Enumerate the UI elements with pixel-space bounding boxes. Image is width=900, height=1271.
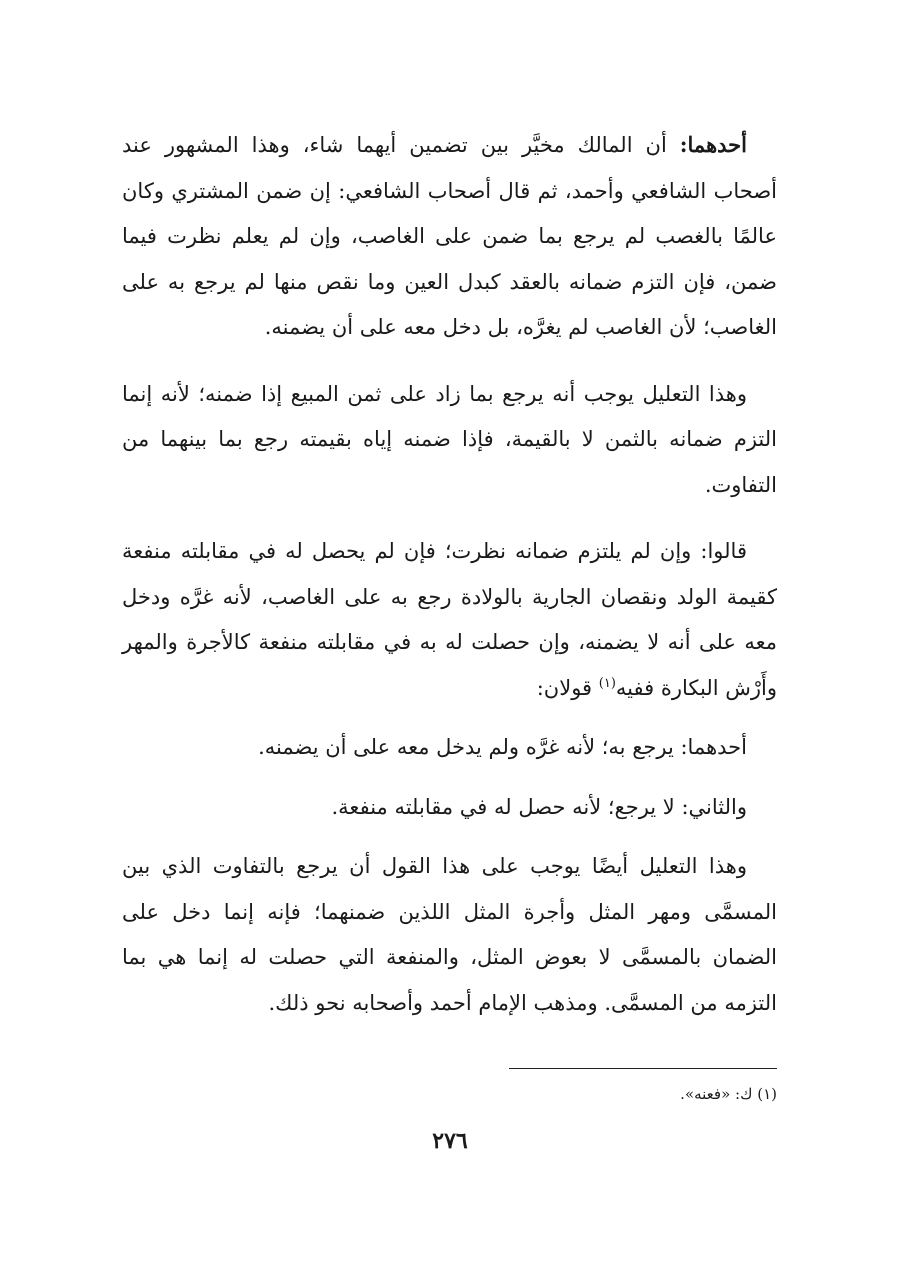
paragraph-5: والثاني: لا يرجع؛ لأنه حصل له في مقابلته منفعة. — [331, 794, 747, 819]
page-number: ٢٧٦ — [432, 1128, 468, 1154]
paragraph-6: وهذا التعليل أيضًا يوجب على هذا القول أن يرجع بالتفاوت الذي بين المسمَّى ومهر المثل وأجرة المثل اللذين ضمنهما؛ فإنه إنما دخل على الضمان بالمسمَّى لا بعوض المثل، والمنفعة التي حصلت له إنما هي بما التزمه من المسمَّى. ومذهب الإمام أحمد وأصحابه نحو ذلك. — [122, 854, 777, 1015]
main-text — [122, 122, 777, 1047]
footnote-divider — [509, 1068, 777, 1069]
footnote: (١) ك: «فعنه». — [680, 1085, 777, 1103]
paragraph-1-text: أن المالك مخيَّر بين تضمين أيهما شاء، وهذا المشهور عند أصحاب الشافعي وأحمد، ثم قال أصحاب الشافعي: إن ضمن المشتري وكان عالمًا بالغصب لم يرجع بما ضمن على الغاصب، وإن لم يعلم نظرت فيما ضمن، فإن التزم ضمانه بالعقد كبدل العين وما نقص منها لم يرجع به على الغاصب؛ لأن الغاصب لم يغرَّه، بل دخل معه على أن يضمنه. — [122, 133, 777, 339]
paragraph-2: وهذا التعليل يوجب أنه يرجع بما زاد على ثمن المبيع إذا ضمنه؛ لأنه إنما التزم ضمانه بالثمن لا بالقيمة، فإذا ضمنه إياه بقيمته رجع بما بينهما من التفاوت. — [122, 381, 777, 497]
footnote-marker: (١) — [598, 675, 616, 691]
paragraph-3 — [122, 529, 777, 711]
paragraph-3-text-after: قولان: — [536, 675, 599, 700]
paragraph-4: أحدهما: يرجع به؛ لأنه غرَّه ولم يدخل معه على أن يضمنه. — [258, 735, 747, 759]
paragraph-3-text-before: قالوا: وإن لم يلتزم ضمانه نظرت؛ فإن لم يحصل له في مقابلته منفعة كقيمة الولد ونقصان الجارية بالولادة رجع به على الغاصب، لأنه غرَّه ودخل معه على أنه لا يضمنه، وإن حصلت له به في مقابلته منفعة كالأجرة والمهر وأَرْش البكارة ففيه — [122, 539, 777, 700]
paragraph-1-lead: أحدهما: — [679, 132, 747, 157]
paragraph-1 — [122, 122, 777, 351]
